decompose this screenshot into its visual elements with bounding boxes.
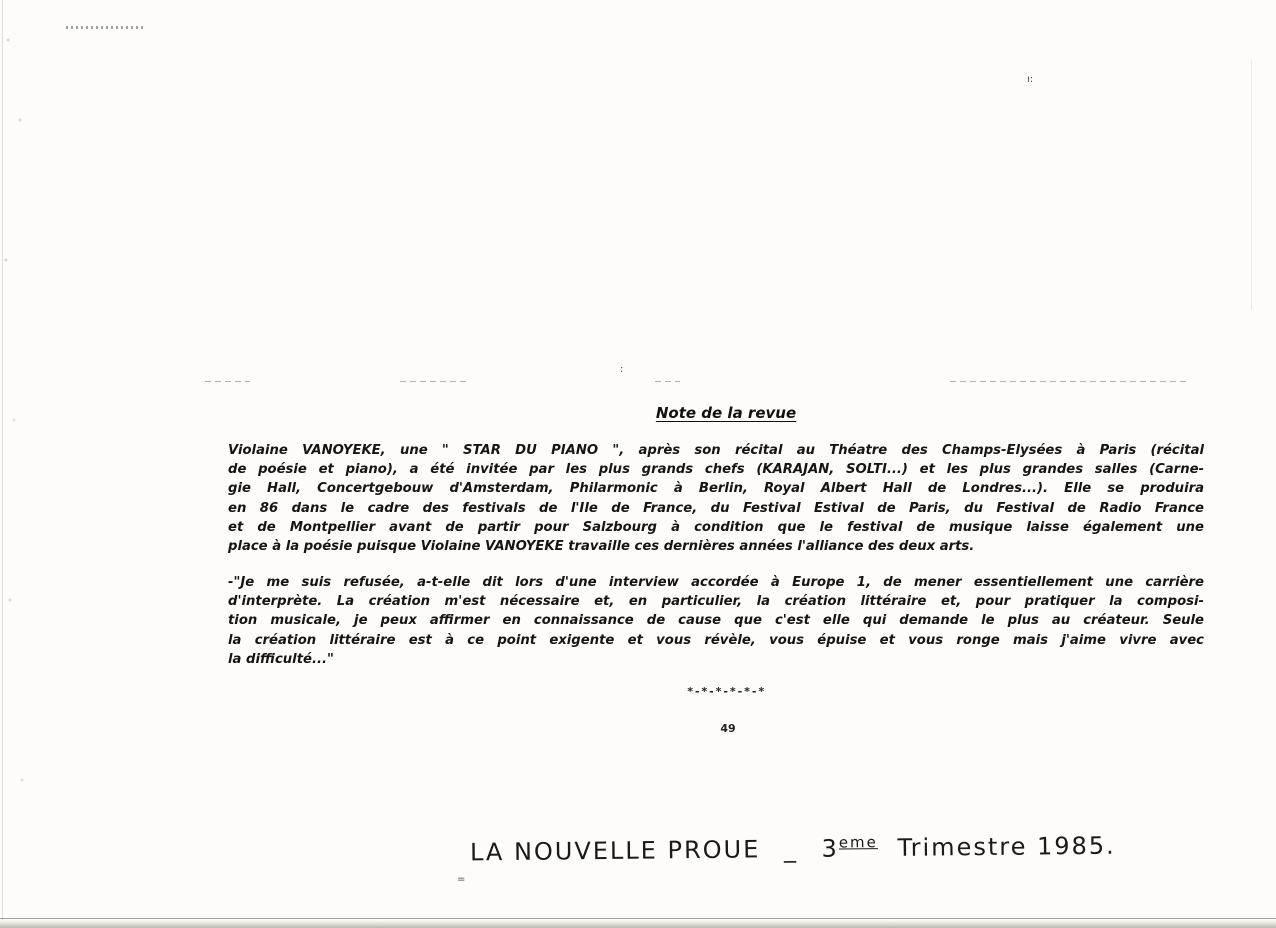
fold-dash-right (950, 381, 1190, 382)
paragraph-line: la création littéraire est à ce point exigente et vous révèle, vous épuise et vous ronge mais j'aime vivre avec (228, 632, 1204, 648)
note-paragraph-2-quote (228, 573, 1204, 669)
scan-left-border (2, 0, 3, 928)
paragraph-line: de poésie et piano), a été invitée par les plus grands chefs (KARAJAN, SOLTI...) et les plus grandes salles (Carne- (228, 462, 1204, 478)
scan-edge-speckle (0, 0, 150, 928)
section-separator: *-*-*-*-*-* (686, 685, 766, 698)
paragraph-line: en 86 dans le cadre des festivals de l'Ile de France, du Festival Estival de Paris, du Festival de Radio France (228, 500, 1204, 516)
paragraph-line: place à la poésie puisque Violaine VANOYEKE travaille ces dernières années l'alliance des deux arts. (228, 539, 975, 555)
fold-dash-mid-left (400, 381, 470, 382)
handwritten-ordinal-suffix: eme (838, 833, 878, 852)
scan-mark-bottom-left: = (457, 874, 466, 885)
note-paragraph-1 (228, 441, 1204, 556)
paragraph-line: d'interprète. La création m'est nécessaire et, en particulier, la création littéraire et, pour pratiquer la composi- (228, 594, 1204, 610)
scan-right-border (1251, 60, 1252, 310)
paragraph-line: et de Montpellier avant de partir pour Salzbourg à condition que le festival de musique laisse également une (228, 519, 1204, 535)
fold-dash-left (205, 381, 250, 382)
handwritten-dash: _ (783, 834, 799, 864)
scan-mark-top-right: ı: (1027, 74, 1034, 85)
paragraph-line: gie Hall, Concertgebouw d'Amsterdam, Philarmonic à Berlin, Royal Albert Hall de Londres...). Elle se produira (228, 481, 1204, 497)
paragraph-line: -"Je me suis refusée, a-t-elle dit lors d'une interview accordée à Europe 1, de mener essentiellement une carrière (228, 575, 1204, 590)
note-title: Note de la revue (655, 404, 797, 422)
handwritten-period: Trimestre 1985. (897, 831, 1116, 862)
handwritten-ordinal: 3 (821, 834, 839, 863)
paragraph-line: Violaine VANOYEKE, une " STAR DU PIANO ", après son récital au Théatre des Champs-Elysées à Paris (récital (228, 443, 1204, 458)
page-number: 49 (720, 722, 736, 735)
handwritten-annotation (470, 831, 1116, 867)
scan-mark-mid: : (620, 364, 624, 375)
scan-dotted-mark (66, 26, 146, 29)
paragraph-line: la difficulté..." (228, 651, 334, 667)
fold-dash-mid (655, 381, 680, 382)
handwritten-publication: LA NOUVELLE PROUE (469, 835, 761, 867)
scan-bottom-shadow (0, 920, 1276, 928)
scan-bottom-border (0, 918, 1276, 919)
paragraph-line: tion musicale, je peux affirmer en connaissance de cause que c'est elle qui demande le plus au créateur. Seule (228, 613, 1204, 629)
